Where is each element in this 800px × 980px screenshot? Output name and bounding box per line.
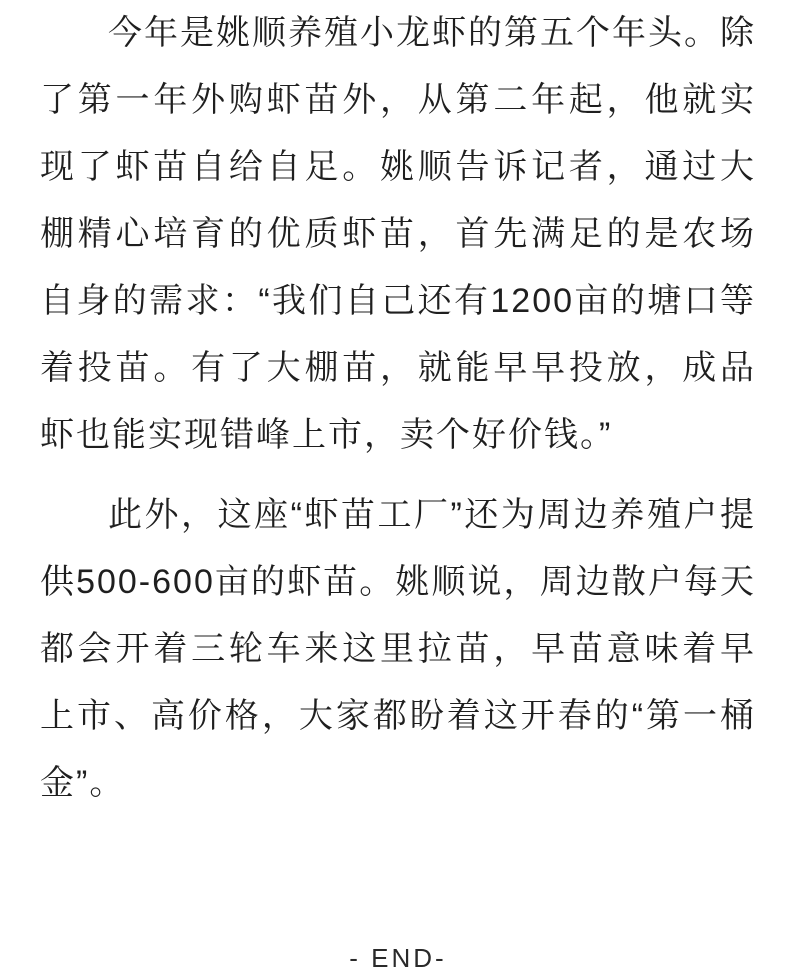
article-paragraph: 今年是姚顺养殖小龙虾的第五个年头。除了第一年外购虾苗外，从第二年起，他就实现了虾苗自给自足。姚顺告诉记者，通过大棚精心培育的优质虾苗，首先满足的是农场自身的需求：“我们自己还有1200亩的塘口等着投苗。有了大棚苗，就能早早投放，成品虾也能实现错峰上市，卖个好价钱。”	[40, 14, 756, 454]
article-paragraph: 此外，这座“虾苗工厂”还为周边养殖户提供500-600亩的虾苗。姚顺说，周边散户每天都会开着三轮车来这里拉苗，早苗意味着早上市、高价格，大家都盼着这开春的“第一桶金”。	[40, 496, 756, 802]
end-marker: - END-	[349, 943, 447, 973]
